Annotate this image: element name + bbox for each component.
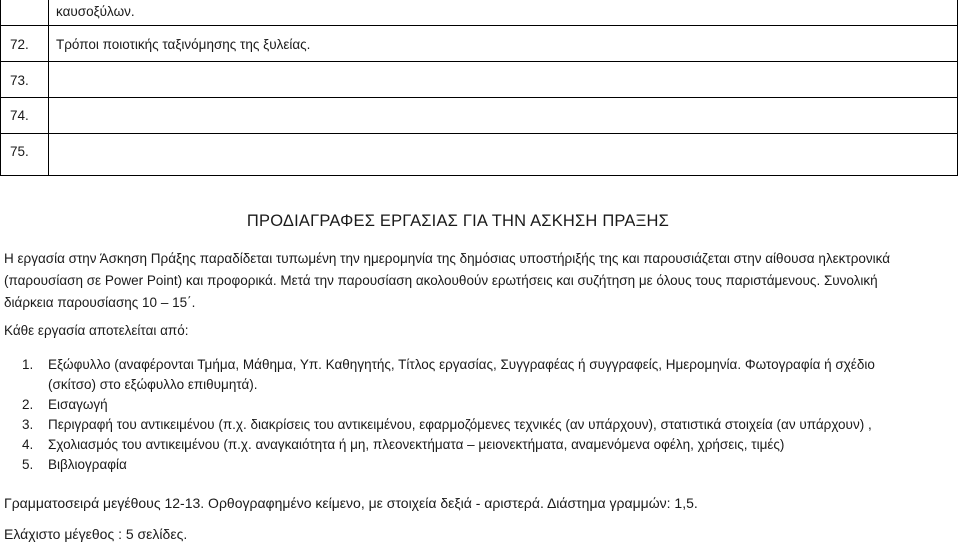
paragraph-line: Η εργασία στην Άσκηση Πράξης παραδίδεται τυπωμένη την ημερομηνία της δημόσιας υποστήριξής της και παρουσιάζεται στην αίθουσα ηλεκτρονικά	[4, 251, 891, 266]
structure-list	[22, 355, 957, 475]
table-row-divider	[0, 97, 958, 98]
list-intro: Κάθε εργασία αποτελείται από:	[4, 323, 189, 338]
list-item	[22, 455, 957, 475]
formatting-requirements: Γραμματοσειρά μεγέθους 12-13. Ορθογραφημένο κείμενο, με στοιχεία δεξιά - αριστερά. Διάστημα γραμμών: 1,5.	[4, 495, 698, 511]
table-row-divider	[0, 133, 958, 134]
paragraph-line: (παρουσίαση σε Power Point) και προφορικά. Μετά την παρουσίαση ακολουθούν ερωτήσεις και συζήτηση με όλους τους παριστάμενους. Συνολική	[4, 273, 878, 288]
list-item-text: Εισαγωγή	[48, 397, 108, 412]
table-column-divider	[48, 0, 49, 176]
page-title: ΠΡΟΔΙΑΓΡΑΦΕΣ ΕΡΓΑΣΙΑΣ ΓΙΑ ΤΗΝ ΑΣΚΗΣΗ ΠΡΑΞΗΣ	[246, 212, 670, 230]
list-item-text: Εξώφυλλο (αναφέρονται Τμήμα, Μάθημα, Υπ. Καθηγητής, Τίτλος εργασίας, Συγγραφέας ή συγγραφείς, Ημερομηνία. Φωτογραφία ή σχέδιο	[48, 357, 875, 372]
table-row-divider	[0, 61, 958, 62]
list-item-number: 3.	[22, 417, 34, 432]
list-item-continuation	[22, 375, 957, 395]
list-item-text: (σκίτσο) στο εξώφυλλο επιθυμητά).	[48, 377, 258, 392]
list-item	[22, 415, 957, 435]
subjects-table-fragment	[0, 0, 960, 176]
table-cell-text: καυσοξύλων.	[56, 4, 135, 19]
minimum-length-note: Ελάχιστο μέγεθος : 5 σελίδες.	[4, 526, 188, 542]
table-border-right	[957, 0, 958, 176]
list-item	[22, 355, 957, 375]
table-cell-number: 74.	[10, 108, 29, 123]
list-item-number: 1.	[22, 357, 34, 372]
list-item	[22, 395, 957, 415]
table-cell-number: 73.	[10, 73, 29, 88]
table-cell-number: 72.	[10, 37, 29, 52]
table-cell-number: 75.	[10, 144, 29, 159]
table-border-left	[0, 0, 1, 176]
list-item-text: Περιγραφή του αντικειμένου (π.χ. διακρίσεις του αντικειμένου, εφαρμοζόμενες τεχνικές (αν υπάρχουν), στατιστικά στοιχεία (αν υπάρχουν) ,	[48, 417, 872, 432]
paragraph-line: διάρκεια παρουσίασης 10 – 15΄.	[4, 295, 196, 310]
list-item	[22, 435, 957, 455]
table-row-divider	[0, 25, 958, 26]
table-cell-text: Τρόποι ποιοτικής ταξινόμησης της ξυλείας.	[56, 37, 311, 52]
table-row-divider	[0, 175, 958, 176]
list-item-number: 4.	[22, 437, 34, 452]
list-item-number: 5.	[22, 457, 34, 472]
list-item-text: Βιβλιογραφία	[48, 457, 127, 472]
list-item-text: Σχολιασμός του αντικειμένου (π.χ. αναγκαιότητα ή μη, πλεονεκτήματα – μειονεκτήματα, αναμενόμενα οφέλη, χρήσεις, τιμές)	[48, 437, 785, 452]
description-paragraph	[4, 248, 954, 314]
list-item-number: 2.	[22, 397, 34, 412]
